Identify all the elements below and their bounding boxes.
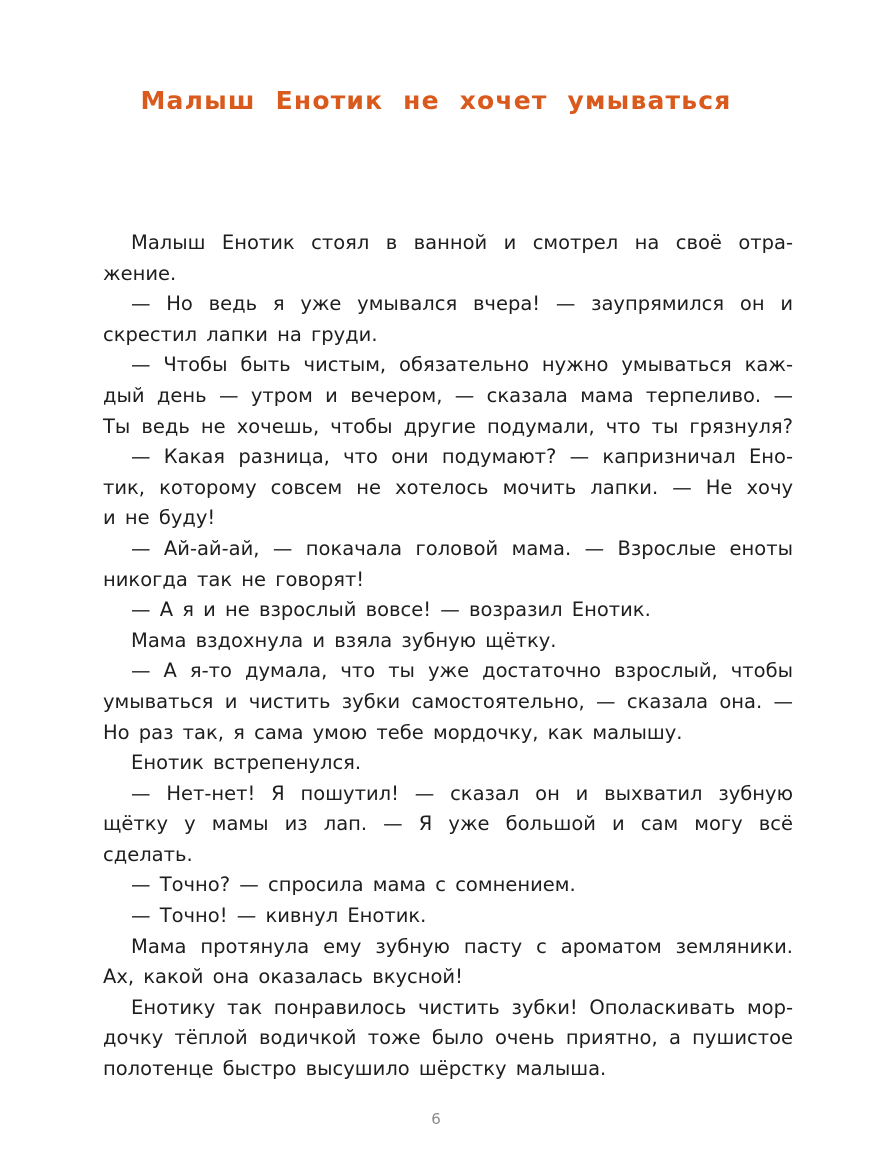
text-line: скрестил лапки на груди.: [103, 322, 378, 346]
text-line: Енотик встрепенулся.: [131, 751, 362, 775]
text-line: Малыш Енотик стоял в ванной и смотрел на своё отра-: [131, 231, 793, 254]
text-line: — А я и не взрослый вовсе! — возразил Енотик.: [131, 598, 651, 622]
story-title: Малыш Енотик не хочет умываться: [140, 86, 732, 115]
text-line: — Ай-ай-ай, — покачала головой мама. — Взрослые еноты: [131, 536, 793, 560]
text-line: Мама протянула ему зубную пасту с ароматом земляники.: [131, 934, 793, 958]
text-line: щётку у мамы из лап. — Я уже большой и сам могу всё: [103, 812, 793, 836]
page-number: 6: [431, 1110, 441, 1128]
text-line: сделать.: [103, 842, 193, 866]
text-line: жение.: [103, 261, 177, 285]
text-line: — Нет-нет! Я пошутил! — сказал он и выхватил зубную: [131, 781, 793, 805]
text-line: Енотику так понравилось чистить зубки! Ополаскивать мор-: [131, 995, 793, 1019]
text-line: дый день — утром и вечером, — сказала мама терпеливо. —: [103, 383, 793, 407]
text-line: и не буду!: [103, 506, 216, 530]
text-line: Ах, какой она оказалась вкусной!: [103, 965, 463, 989]
text-line: — Точно! — кивнул Енотик.: [131, 904, 427, 928]
text-line: никогда так не говорят!: [103, 567, 365, 591]
text-line: Мама вздохнула и взяла зубную щётку.: [131, 628, 557, 652]
text-line: дочку тёплой водичкой тоже было очень приятно, а пушистое: [103, 1026, 793, 1050]
text-line: умываться и чистить зубки самостоятельно, — сказала она. —: [103, 689, 793, 713]
text-line: — Но ведь я уже умывался вчера! — заупрямился он и: [131, 292, 793, 316]
text-line: Ты ведь не хочешь, чтобы другие подумали, что ты грязнуля?: [103, 414, 793, 438]
story-body: [103, 228, 793, 1085]
text-line: полотенце быстро высушило шёрстку малыша.: [103, 1057, 607, 1081]
text-line: — Какая разница, что они подумают? — капризничал Ено-: [131, 445, 793, 469]
text-line: тик, которому совсем не хотелось мочить лапки. — Не хочу: [103, 475, 793, 499]
text-line: — Чтобы быть чистым, обязательно нужно умываться каж-: [131, 353, 793, 377]
text-line: Но раз так, я сама умою тебе мордочку, как малышу.: [103, 720, 683, 744]
text-line: — А я-то думала, что ты уже достаточно взрослый, чтобы: [131, 659, 793, 683]
text-line: — Точно? — спросила мама с сомнением.: [131, 873, 576, 897]
